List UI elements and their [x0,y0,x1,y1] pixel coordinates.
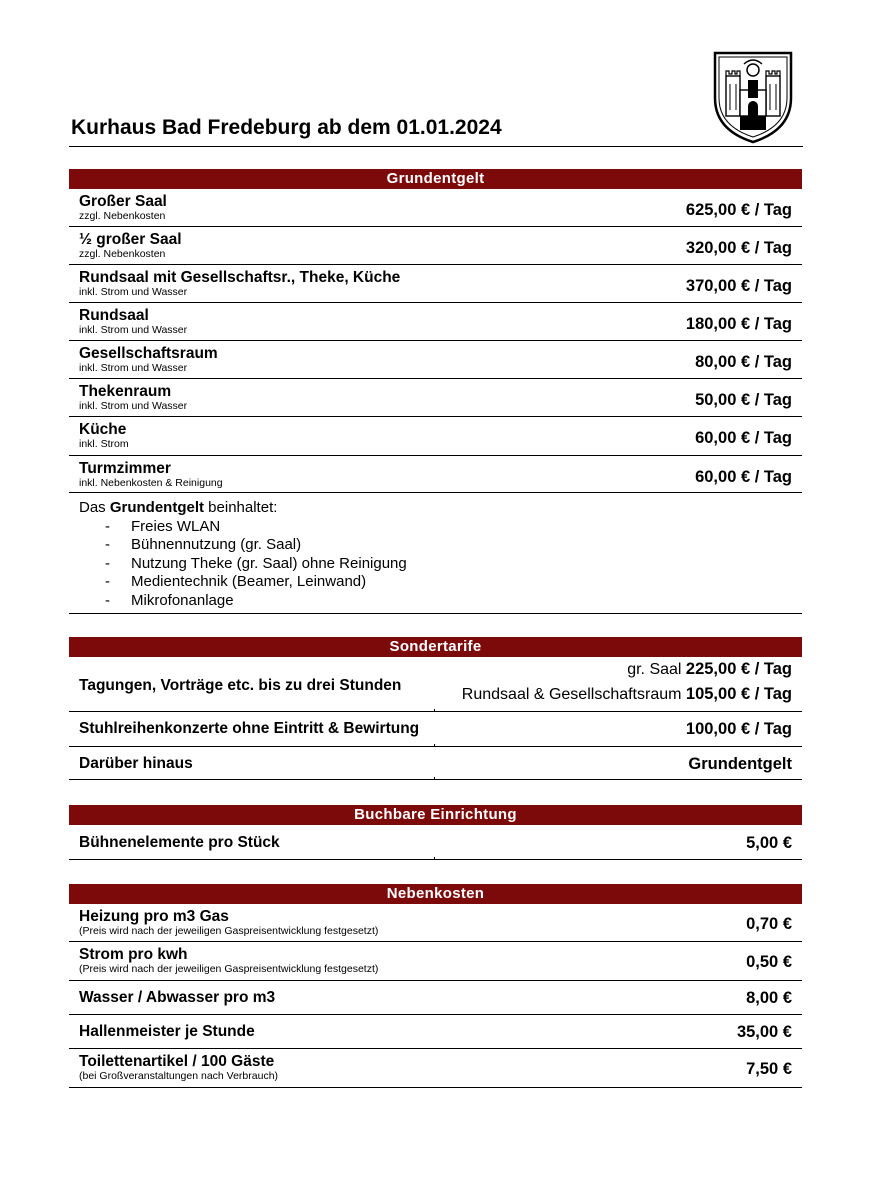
list-item: - Mikrofonanlage [79,592,792,611]
row-price: 80,00 € / Tag [695,353,792,371]
row-note: (bei Großveranstaltungen nach Verbrauch) [79,1070,279,1082]
row-name: Tagungen, Vorträge etc. bis zu drei Stunden [79,677,402,694]
section-header: Buchbare Einrichtung [69,805,802,825]
row-note: inkl. Strom und Wasser [79,400,188,412]
includes-block [69,493,802,614]
row-name: Toilettenartikel / 100 Gäste [79,1053,275,1070]
includes-intro-bold: Grundentgelt [109,499,205,516]
row-price: 5,00 € [746,834,792,852]
table-row [69,341,802,379]
section-header: Grundentgelt [69,169,802,189]
section-header: Sondertarife [69,637,802,657]
table-row [69,747,802,780]
row-price: 7,50 € [746,1060,792,1078]
section-header: Nebenkosten [69,884,802,904]
row-name: Gesellschaftsraum [79,345,218,362]
row-price: 60,00 € / Tag [695,468,792,486]
table-row [69,1049,802,1088]
row-name: Stuhlreihenkonzerte ohne Eintritt & Bewirtung [79,720,420,737]
includes-list [79,518,792,611]
row-note: inkl. Strom [79,438,129,450]
row-price: 180,00 € / Tag [685,315,792,333]
row-name: Wasser / Abwasser pro m3 [79,989,276,1006]
row-note: (Preis wird nach der jeweiligen Gaspreisentwicklung festgesetzt) [79,925,379,937]
section-nebenkosten [69,884,802,1088]
row-price: 370,00 € / Tag [685,277,792,295]
table-row [69,657,802,712]
row-price: 0,50 € [746,953,792,971]
table-row [69,379,802,417]
row-prices [462,657,792,707]
includes-intro: Das Grundentgelt beinhaltet: [79,499,278,516]
list-item: - Medientechnik (Beamer, Leinwand) [79,573,792,592]
row-name: Heizung pro m3 Gas [79,908,229,925]
row-price: 225,00 € / Tag [685,660,792,678]
row-price: 0,70 € [746,915,792,933]
page-title: Kurhaus Bad Fredeburg ab dem 01.01.2024 [71,116,502,139]
row-note: inkl. Strom und Wasser [79,324,188,336]
row-name: Hallenmeister je Stunde [79,1023,255,1040]
row-price: 105,00 € / Tag [685,685,792,703]
table-row [69,981,802,1015]
row-name: Rundsaal mit Gesellschaftsr., Theke, Küche [79,269,401,286]
table-row [69,303,802,341]
row-note: inkl. Strom und Wasser [79,362,188,374]
row-price: 625,00 € / Tag [685,201,792,219]
table-row [69,227,802,265]
list-item: - Nutzung Theke (gr. Saal) ohne Reinigung [79,555,792,574]
row-name: Küche [79,421,127,438]
title-divider [69,146,803,147]
row-note: inkl. Nebenkosten & Reinigung [79,477,223,489]
row-note: zzgl. Nebenkosten [79,210,166,222]
column-tick [434,777,435,780]
table-row [69,456,802,493]
price-label: gr. Saal [627,661,686,678]
row-price: 35,00 € [736,1023,792,1041]
table-row [69,712,802,747]
list-item: - Freies WLAN [79,518,792,537]
row-note: (Preis wird nach der jeweiligen Gaspreisentwicklung festgesetzt) [79,963,379,975]
table-row [69,825,802,860]
table-row [69,417,802,456]
table-row [69,942,802,981]
row-price: Grundentgelt [688,755,792,773]
row-note: zzgl. Nebenkosten [79,248,166,260]
table-row [69,189,802,227]
row-name: Strom pro kwh [79,946,188,963]
section-buchbare-einrichtung [69,805,802,860]
row-name: Großer Saal [79,193,167,210]
section-grundentgelt [69,169,802,614]
row-price: 100,00 € / Tag [685,720,792,738]
row-name: Thekenraum [79,383,172,400]
row-price: 60,00 € / Tag [695,429,792,447]
section-sondertarife [69,637,802,780]
row-price: 320,00 € / Tag [685,239,792,257]
table-row [69,904,802,942]
list-item: - Bühnennutzung (gr. Saal) [79,536,792,555]
row-note: inkl. Strom und Wasser [79,286,188,298]
price-label: Rundsaal & Gesellschaftsraum [461,686,686,703]
row-price: 8,00 € [746,989,792,1007]
table-row [69,1015,802,1049]
row-name: Bühnenelemente pro Stück [79,834,280,851]
row-name: Darüber hinaus [79,755,193,772]
row-name: Rundsaal [79,307,149,324]
row-price: 50,00 € / Tag [695,391,792,409]
row-name: ½ großer Saal [79,231,182,248]
column-tick [434,857,435,860]
row-name: Turmzimmer [79,460,171,477]
coat-of-arms-logo [712,50,794,144]
table-row [69,265,802,303]
